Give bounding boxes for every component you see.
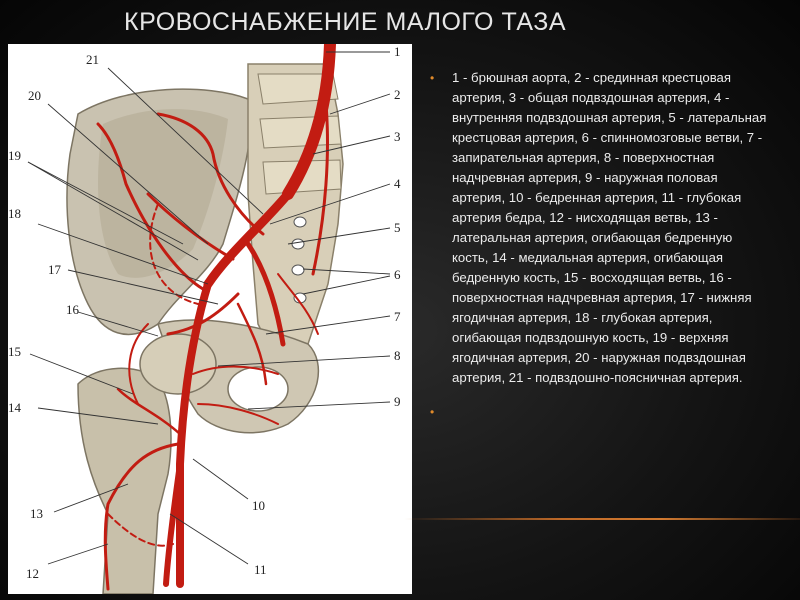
bullet-glyph: • bbox=[430, 71, 435, 85]
label-10: 10 bbox=[252, 498, 265, 513]
label-17: 17 bbox=[48, 262, 61, 277]
label-13: 13 bbox=[30, 506, 43, 521]
femur-head bbox=[140, 334, 216, 394]
figure-labels-right bbox=[394, 44, 401, 409]
label-4: 4 bbox=[394, 176, 401, 191]
obturator-foramen bbox=[228, 367, 288, 411]
label-8: 8 bbox=[394, 348, 401, 363]
label-14: 14 bbox=[8, 400, 21, 415]
bullet-item bbox=[430, 68, 770, 388]
accent-divider bbox=[404, 518, 800, 520]
label-15: 15 bbox=[8, 344, 21, 359]
label-9: 9 bbox=[394, 394, 401, 409]
label-2: 2 bbox=[394, 87, 401, 102]
label-7: 7 bbox=[394, 309, 401, 324]
label-5: 5 bbox=[394, 220, 401, 235]
label-16: 16 bbox=[66, 302, 79, 317]
legend-text: 1 - брюшная аорта, 2 - срединная крестцовая артерия, 3 - общая подвздошная артерия, 4 - внутренняя подвздошная артерия, 5 - латеральная крестцовая артерия, 6 - спинномозговые ветви, 7 - запирательная артерия, 8 - поверхностная надчревная артерия, 9 - наружная половая артерия, 10 - бедренная артерия, 11 - глубокая артерия бедра, 12 - нисходящая ветвь, 13 - латеральная артерия, огибающая бедренную кость, 14 - медиальная артерия, огибающая бедренную кость, 15 - восходящая ветвь, 16 - поверхностная надчревная артерия, 17 - нижняя ягодичная артерия, 18 - глубокая артерия, огибающая подвздошную кость, 19 - верхняя ягодичная артерия, 20 - наружная подвздошная артерия, 21 - подвздошно-поясничная артерия. bbox=[452, 70, 767, 385]
label-21: 21 bbox=[86, 52, 99, 67]
label-19: 19 bbox=[8, 148, 21, 163]
label-20: 20 bbox=[28, 88, 41, 103]
femur-bone bbox=[78, 368, 171, 594]
bullet-item-empty bbox=[430, 402, 770, 422]
label-3: 3 bbox=[394, 129, 401, 144]
bullet-glyph: • bbox=[430, 405, 435, 419]
label-12: 12 bbox=[26, 566, 39, 581]
label-6: 6 bbox=[394, 267, 401, 282]
label-11: 11 bbox=[254, 562, 267, 577]
pelvic-arteries-illustration bbox=[8, 44, 412, 594]
slide-title: КРОВОСНАБЖЕНИЕ МАЛОГО ТАЗА bbox=[124, 8, 567, 36]
slide-content bbox=[430, 68, 770, 422]
label-1: 1 bbox=[394, 44, 401, 59]
anatomy-svg bbox=[8, 44, 412, 594]
spine-vertebrae bbox=[248, 64, 343, 364]
label-18: 18 bbox=[8, 206, 21, 221]
